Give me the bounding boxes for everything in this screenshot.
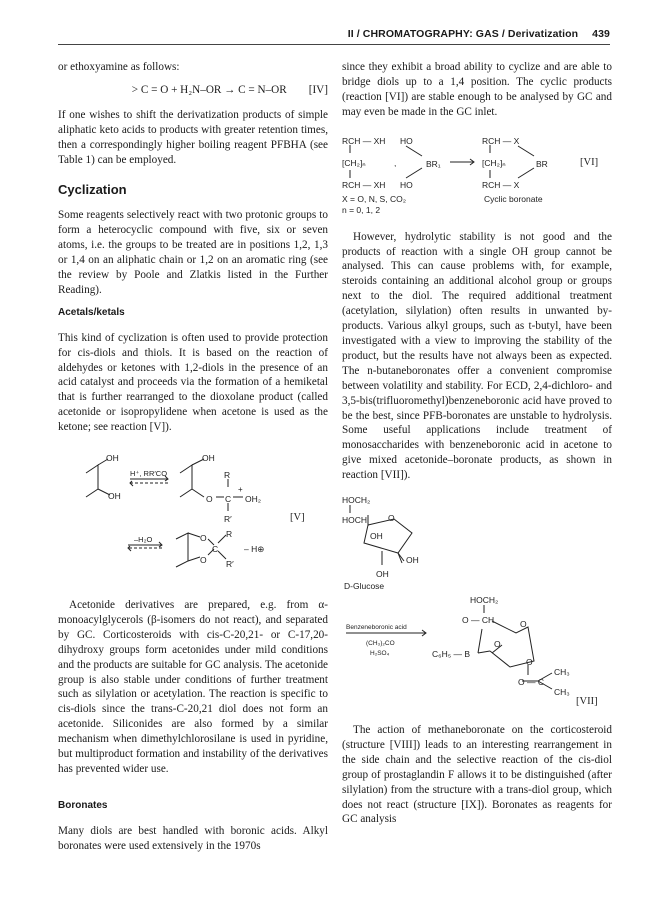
scheme-vii-oh-right: OH [406,555,419,566]
subsection-heading-acetals: Acetals/ketals [58,306,125,318]
scheme-vi-legend-x: X = O, N, S, CO₂ [342,193,406,204]
scheme-vi-br: BR [536,158,548,169]
scheme-vii-ch3-b: CH₃ [554,687,570,698]
scheme-vii-reagent-2: (CH₃)₂CO [366,640,395,648]
section-heading-cyclization: Cyclization [58,182,127,198]
paragraph: Many diols are best handled with boronic acids. Alkyl boronates were used extensively in the 1970s [58,824,328,852]
paragraph: If one wishes to shift the derivatization products of simple aliphatic keto acids to products with greater retention times, then a correspondingly higher boiling reagent PFBHA (see Table 1) can be employed. [58,108,328,166]
scheme-vii-oh-bottom: OH [376,569,389,580]
scheme-vi-br1: BR₁ [426,158,441,169]
scheme-v-plus: + [238,485,243,495]
header-rule [58,44,610,45]
scheme-vii-oh-inner: OH [370,531,383,542]
scheme-v-c: C [225,494,232,505]
scheme-vi-legend-n: n = 0, 1, 2 [342,204,381,215]
scheme-v-o: O [206,494,213,505]
paragraph: This kind of cyclization is often used to provide protection for cis-diols and thiols. It is based on the reaction of aldehydes or ketones with 1,2-diols in the presence of an acid catalyst and proceeds via the formation of a hemiketal that is further rearranged to the dioxolane product (called acetonide or isopropylidene when acetone is used as the ketone; see reaction [V]). [58,331,328,434]
equation-text: > C = O + H₂N–OR → C = N–OR [131,83,287,96]
scheme-v-minus-water: –H₂O [134,535,153,545]
scheme-vii-tag: [VII] [576,696,598,708]
scheme-vii-c6h5-b: C₆H₅ — B [432,649,471,660]
paragraph: Some reagents selectively react with two protonic groups to form a heterocyclic compound with five, six or seven atoms, i.e. the groups to be treated are in positions 1,2, 1,3 or 1,4 on an aliphatic chain or 1,2 on an aromatic ring (see the review by Poole and Zlatkis listed in the Further Reading). [58,209,328,296]
scheme-vi-product-label: Cyclic boronate [484,193,543,204]
scheme-vi-ch2n: [CH₂]ₙ [342,157,366,168]
page-number: 439 [592,28,610,40]
scheme-vii-o-ch: O — CH [462,615,495,626]
paragraph: However, hydrolytic stability is not good and the products of reaction with a single OH group cannot be analysed. This can cause problems with, for example, steroids containing an additional alcohol group or groups next to the diol. The required additional treatment (acetylation, silylation) often results in unwanted by-products. Various alkyl groups, such as t-butyl, have been investigated with a view to improving the stability of the product, but the results have not always been as expected. The n-butaneboronates offer a convenient compromise between volatility and stability. For ECD, 2,4-dichloro- and 3,5-bis(trifluoromethyl)benzeneboronic acid have proved to be the best, since PFB-boronates are unstable to hydrolysis. Some useful applications include treatment of monosaccharides with benzeneboronic acid in acetone to give mixed acetonide–boronate products, as shown in reaction [VII]). [342,230,612,482]
scheme-v-tag: [V] [290,512,305,524]
equation-tag: [IV] [308,83,328,96]
scheme-vi-ch2n-right: [CH₂]ₙ [482,157,506,168]
scheme-v-o2: O [200,533,207,544]
scheme-vi-ho-bot: HO [400,179,413,190]
scheme-vi-comma: , [394,157,397,168]
scheme-v-hplus: – H⊕ [244,544,265,555]
reaction-scheme-v [58,449,328,584]
scheme-v-reagent: H⁺, RR′CO [130,469,168,479]
scheme-v-drawing [58,449,328,584]
scheme-v-rprime: R′ [224,514,232,525]
paragraph: Acetonide derivatives are prepared, e.g. from α-monoacylglycerols (β-isomers do not react), and separated by GC. Corticosteroids with cis-C-20,21- or C-17,20-dihydroxy groups form acetonides under mild conditions and the products are suitable for GC analysis. The acetonide group is also stable under conditions of further treatment such as silylation or acetylation. The reaction is specific to cis-diols since the trans-C-20,21 diol does not form an acetonide. Siliconides are also formed by a similar mechanism when dimethylchlorosilane is used in pyridine, but multiproduct formation and instability of the derivatives has prevented wider use. [58,599,328,775]
subsection-heading-boronates: Boronates [58,799,108,811]
reaction-scheme-vi [342,132,612,216]
scheme-vi-rch-x-bot: RCH — X [482,179,520,190]
scheme-vii-o-a: O [526,657,533,668]
paragraph: or ethoxyamine as follows: [58,61,180,73]
paragraph: The action of methaneboronate on the corticosteroid (structure [VIII]) leads to an interesting rearrangement in the side chain and the selective reaction of the cis-diol group of prostaglandin F allows it to be distinguished (after silylation) from the structure with a trans-diol group, which does not react (structure [IX]). Boronates as reagents for GC analysis [342,724,612,826]
scheme-vii-reagent-3: H₂SO₄ [370,650,390,658]
right-column [342,60,612,827]
scheme-vii-b-o: O [494,639,501,650]
scheme-vi-rch-xh-bot: RCH — XH [342,179,386,190]
paragraph: since they exhibit a broad ability to cyclize and are able to bridge diols up to a 1,4 position. The cyclic products (reaction [VI]) are stable enough to be analysed by GC and may even be made in the GC inlet. [342,61,612,118]
left-column [58,60,328,854]
scheme-vii-product-ring-o: O [520,619,527,630]
scheme-vii-hoch2: HOCH₂ [342,495,371,506]
scheme-v-c2: C [212,544,219,555]
scheme-vii-reagent-1: Benzeneboronic acid [346,624,407,632]
scheme-vi-ho-top: HO [400,135,413,146]
equation-iv [58,83,328,98]
scheme-vii-hoch: HOCH [342,515,368,526]
scheme-vii-glucose-label: D-Glucose [344,581,385,592]
scheme-vi-rch-xh-top: RCH — XH [342,135,386,146]
reaction-scheme-vii [342,493,612,709]
scheme-v-oh1: OH [106,453,119,464]
scheme-vii-ch3-a: CH₃ [554,667,570,678]
running-title: II / CHROMATOGRAPHY: GAS / Derivatization [347,28,579,40]
scheme-v-r2: R [226,529,233,540]
scheme-vi-rch-x-top: RCH — X [482,135,520,146]
running-header [348,28,610,40]
scheme-v-oh2: OH [108,491,121,502]
scheme-v-o3: O [200,555,207,566]
scheme-v-oh3: OH [202,453,215,464]
scheme-v-r2prime: R′ [226,559,234,570]
scheme-vi-tag: [VI] [580,156,599,168]
scheme-v-oh2-group: OH₂ [245,494,262,505]
scheme-vii-o-c: O — C [518,677,544,688]
scheme-vii-product-hoch2: HOCH₂ [470,595,499,606]
scheme-vii-ring-o: O [388,513,395,524]
scheme-v-r: R [224,470,231,481]
